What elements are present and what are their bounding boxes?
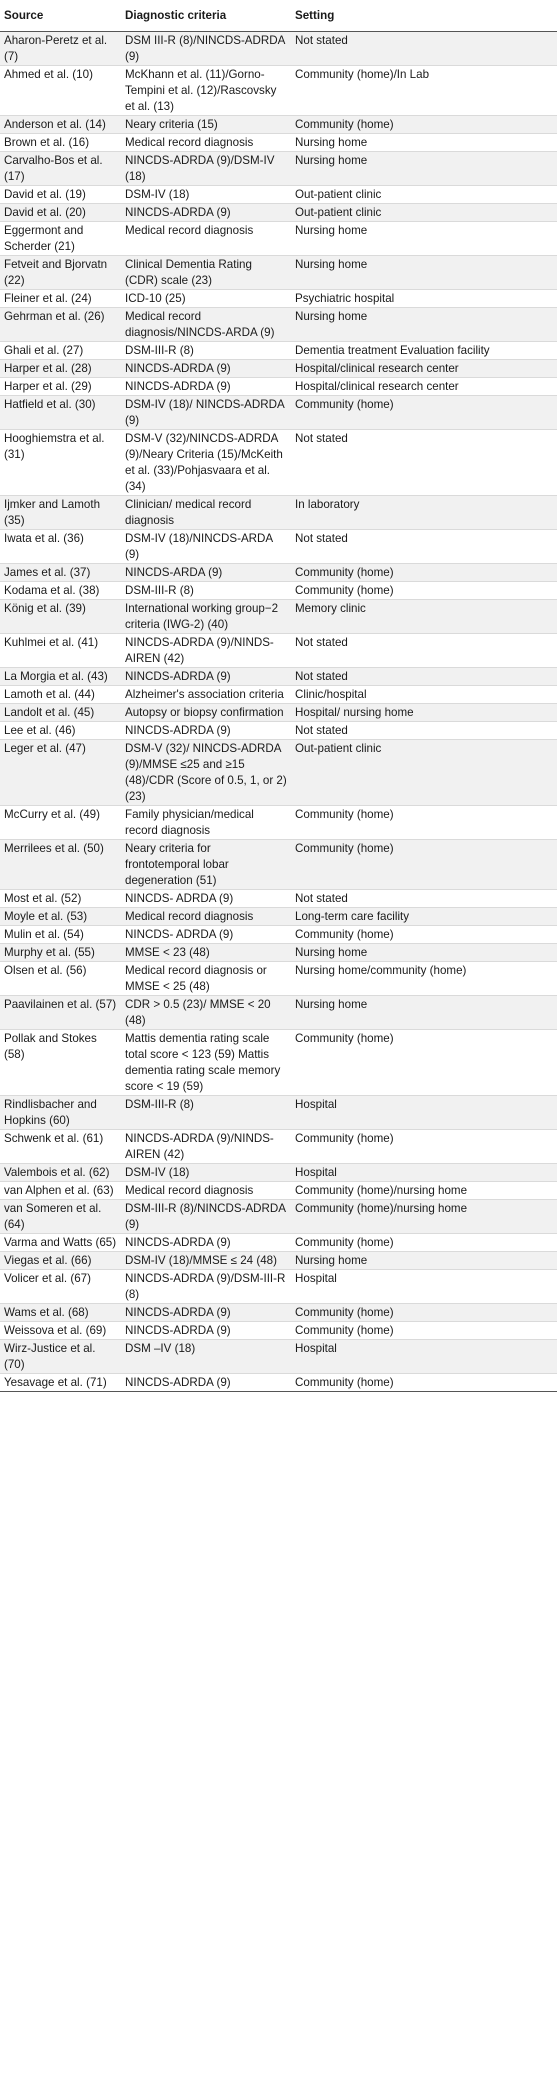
- cell-diagnostic-criteria: DSM-IV (18)/ NINCDS-ADRDA (9): [121, 396, 291, 430]
- cell-setting: Nursing home: [291, 222, 557, 256]
- cell-setting: Not stated: [291, 890, 557, 908]
- cell-setting: Community (home): [291, 1374, 557, 1392]
- cell-diagnostic-criteria: DSM III-R (8)/NINCDS-ADRDA (9): [121, 32, 291, 66]
- cell-setting: Nursing home: [291, 1252, 557, 1270]
- header-source: Source: [0, 0, 121, 32]
- cell-source: Wirz-Justice et al. (70): [0, 1340, 121, 1374]
- table-row: [0, 496, 557, 530]
- cell-source: Ahmed et al. (10): [0, 66, 121, 116]
- cell-diagnostic-criteria: Neary criteria for frontotemporal lobar degeneration (51): [121, 840, 291, 890]
- cell-diagnostic-criteria: NINCDS-ADRDA (9): [121, 1322, 291, 1340]
- cell-setting: Community (home)/nursing home: [291, 1200, 557, 1234]
- cell-setting: Nursing home: [291, 134, 557, 152]
- cell-source: Hooghiemstra et al. (31): [0, 430, 121, 496]
- table-row: [0, 1252, 557, 1270]
- cell-diagnostic-criteria: NINCDS-ADRDA (9): [121, 204, 291, 222]
- cell-source: Aharon-Peretz et al. (7): [0, 32, 121, 66]
- table-row: [0, 204, 557, 222]
- cell-setting: Hospital: [291, 1096, 557, 1130]
- cell-source: Harper et al. (28): [0, 360, 121, 378]
- cell-diagnostic-criteria: NINCDS- ADRDA (9): [121, 890, 291, 908]
- cell-source: Landolt et al. (45): [0, 704, 121, 722]
- cell-source: Viegas et al. (66): [0, 1252, 121, 1270]
- table-row: [0, 926, 557, 944]
- table-row: [0, 1234, 557, 1252]
- cell-setting: Community (home): [291, 396, 557, 430]
- cell-setting: Not stated: [291, 722, 557, 740]
- cell-source: Kodama et al. (38): [0, 582, 121, 600]
- table-row: [0, 152, 557, 186]
- table-row: [0, 290, 557, 308]
- cell-source: van Alphen et al. (63): [0, 1182, 121, 1200]
- cell-source: Lee et al. (46): [0, 722, 121, 740]
- cell-source: Fleiner et al. (24): [0, 290, 121, 308]
- table-row: [0, 256, 557, 290]
- cell-source: La Morgia et al. (43): [0, 668, 121, 686]
- cell-diagnostic-criteria: NINCDS-ADRDA (9): [121, 378, 291, 396]
- cell-source: Mulin et al. (54): [0, 926, 121, 944]
- table-row: [0, 134, 557, 152]
- cell-source: Rindlisbacher and Hopkins (60): [0, 1096, 121, 1130]
- cell-setting: Nursing home: [291, 996, 557, 1030]
- cell-diagnostic-criteria: DSM-V (32)/ NINCDS-ADRDA (9)/MMSE ≤25 and ≥15 (48)/CDR (Score of 0.5, 1, or 2) (23): [121, 740, 291, 806]
- cell-setting: Hospital/clinical research center: [291, 378, 557, 396]
- cell-diagnostic-criteria: Medical record diagnosis: [121, 1182, 291, 1200]
- table-row: [0, 222, 557, 256]
- table-row: [0, 840, 557, 890]
- table-row: [0, 116, 557, 134]
- cell-diagnostic-criteria: DSM-III-R (8): [121, 342, 291, 360]
- cell-source: Ijmker and Lamoth (35): [0, 496, 121, 530]
- table-row: [0, 430, 557, 496]
- cell-setting: Hospital: [291, 1340, 557, 1374]
- table-row: [0, 360, 557, 378]
- cell-source: König et al. (39): [0, 600, 121, 634]
- table-row: [0, 1096, 557, 1130]
- cell-setting: Community (home): [291, 564, 557, 582]
- table-row: [0, 564, 557, 582]
- table-row: [0, 530, 557, 564]
- cell-source: Weissova et al. (69): [0, 1322, 121, 1340]
- cell-setting: Memory clinic: [291, 600, 557, 634]
- table-row: [0, 186, 557, 204]
- table-row: [0, 634, 557, 668]
- cell-source: Schwenk et al. (61): [0, 1130, 121, 1164]
- cell-source: Paavilainen et al. (57): [0, 996, 121, 1030]
- cell-setting: Community (home): [291, 840, 557, 890]
- table-row: [0, 1304, 557, 1322]
- table-row: [0, 308, 557, 342]
- table-row: [0, 600, 557, 634]
- cell-source: Leger et al. (47): [0, 740, 121, 806]
- header-diagnostic-criteria: Diagnostic criteria: [121, 0, 291, 32]
- cell-diagnostic-criteria: DSM-III-R (8): [121, 582, 291, 600]
- cell-source: Wams et al. (68): [0, 1304, 121, 1322]
- cell-setting: In laboratory: [291, 496, 557, 530]
- table-row: [0, 1130, 557, 1164]
- cell-source: Most et al. (52): [0, 890, 121, 908]
- table-row: [0, 1270, 557, 1304]
- cell-diagnostic-criteria: NINCDS- ADRDA (9): [121, 926, 291, 944]
- table-row: [0, 806, 557, 840]
- cell-setting: Hospital: [291, 1164, 557, 1182]
- cell-setting: Out-patient clinic: [291, 186, 557, 204]
- table-row: [0, 378, 557, 396]
- cell-diagnostic-criteria: NINCDS-ADRDA (9)/DSM-IV (18): [121, 152, 291, 186]
- cell-diagnostic-criteria: DSM-III-R (8): [121, 1096, 291, 1130]
- cell-diagnostic-criteria: Alzheimer's association criteria: [121, 686, 291, 704]
- cell-source: Ghali et al. (27): [0, 342, 121, 360]
- cell-diagnostic-criteria: DSM-IV (18)/MMSE ≤ 24 (48): [121, 1252, 291, 1270]
- cell-setting: Community (home): [291, 1234, 557, 1252]
- cell-diagnostic-criteria: NINCDS-ADRDA (9): [121, 668, 291, 686]
- cell-diagnostic-criteria: NINCDS-ADRDA (9): [121, 1234, 291, 1252]
- cell-source: van Someren et al. (64): [0, 1200, 121, 1234]
- cell-diagnostic-criteria: DSM-V (32)/NINCDS-ADRDA (9)/Neary Criteria (15)/McKeith et al. (33)/Pohjasvaara et al. (34): [121, 430, 291, 496]
- cell-diagnostic-criteria: CDR > 0.5 (23)/ MMSE < 20 (48): [121, 996, 291, 1030]
- cell-diagnostic-criteria: Medical record diagnosis: [121, 222, 291, 256]
- cell-diagnostic-criteria: DSM-IV (18): [121, 186, 291, 204]
- cell-setting: Community (home): [291, 1304, 557, 1322]
- cell-diagnostic-criteria: DSM-III-R (8)/NINCDS-ADRDA (9): [121, 1200, 291, 1234]
- table-row: [0, 944, 557, 962]
- table-row: [0, 396, 557, 430]
- cell-source: Carvalho-Bos et al. (17): [0, 152, 121, 186]
- cell-setting: Community (home): [291, 926, 557, 944]
- cell-setting: Not stated: [291, 530, 557, 564]
- cell-source: Hatfield et al. (30): [0, 396, 121, 430]
- cell-diagnostic-criteria: MMSE < 23 (48): [121, 944, 291, 962]
- table-row: [0, 908, 557, 926]
- table-row: [0, 32, 557, 66]
- cell-diagnostic-criteria: Clinical Dementia Rating (CDR) scale (23): [121, 256, 291, 290]
- table-row: [0, 722, 557, 740]
- cell-source: Merrilees et al. (50): [0, 840, 121, 890]
- cell-setting: Not stated: [291, 668, 557, 686]
- cell-setting: Long-term care facility: [291, 908, 557, 926]
- cell-diagnostic-criteria: Medical record diagnosis or MMSE < 25 (48): [121, 962, 291, 996]
- cell-source: Varma and Watts (65): [0, 1234, 121, 1252]
- table-row: [0, 704, 557, 722]
- cell-source: Kuhlmei et al. (41): [0, 634, 121, 668]
- table-row: [0, 342, 557, 360]
- cell-source: Fetveit and Bjorvatn (22): [0, 256, 121, 290]
- cell-diagnostic-criteria: Clinician/ medical record diagnosis: [121, 496, 291, 530]
- cell-diagnostic-criteria: NINCDS-ADRDA (9)/NINDS-AIREN (42): [121, 1130, 291, 1164]
- cell-source: Gehrman et al. (26): [0, 308, 121, 342]
- cell-setting: Psychiatric hospital: [291, 290, 557, 308]
- table-body: [0, 32, 557, 1392]
- cell-source: Valembois et al. (62): [0, 1164, 121, 1182]
- cell-source: Yesavage et al. (71): [0, 1374, 121, 1392]
- cell-setting: Nursing home/community (home): [291, 962, 557, 996]
- cell-diagnostic-criteria: Medical record diagnosis: [121, 908, 291, 926]
- table-row: [0, 668, 557, 686]
- cell-setting: Community (home): [291, 1130, 557, 1164]
- cell-diagnostic-criteria: Autopsy or biopsy confirmation: [121, 704, 291, 722]
- cell-diagnostic-criteria: DSM –IV (18): [121, 1340, 291, 1374]
- cell-setting: Out-patient clinic: [291, 740, 557, 806]
- cell-diagnostic-criteria: Medical record diagnosis/NINCDS-ARDA (9): [121, 308, 291, 342]
- table-row: [0, 740, 557, 806]
- cell-diagnostic-criteria: International working group−2 criteria (IWG-2) (40): [121, 600, 291, 634]
- cell-setting: Community (home): [291, 116, 557, 134]
- cell-setting: Community (home): [291, 806, 557, 840]
- cell-diagnostic-criteria: NINCDS-ADRDA (9)/NINDS-AIREN (42): [121, 634, 291, 668]
- cell-diagnostic-criteria: NINCDS-ADRDA (9): [121, 1374, 291, 1392]
- cell-setting: Nursing home: [291, 944, 557, 962]
- cell-setting: Not stated: [291, 634, 557, 668]
- cell-setting: Hospital: [291, 1270, 557, 1304]
- cell-source: Moyle et al. (53): [0, 908, 121, 926]
- table-row: [0, 686, 557, 704]
- cell-setting: Nursing home: [291, 308, 557, 342]
- table-row: [0, 1164, 557, 1182]
- cell-source: McCurry et al. (49): [0, 806, 121, 840]
- cell-source: James et al. (37): [0, 564, 121, 582]
- cell-setting: Community (home)/In Lab: [291, 66, 557, 116]
- table-row: [0, 1374, 557, 1392]
- cell-source: Lamoth et al. (44): [0, 686, 121, 704]
- cell-setting: Community (home): [291, 1322, 557, 1340]
- cell-diagnostic-criteria: NINCDS-ADRDA (9): [121, 722, 291, 740]
- header-setting: Setting: [291, 0, 557, 32]
- cell-setting: Not stated: [291, 32, 557, 66]
- cell-source: Anderson et al. (14): [0, 116, 121, 134]
- cell-diagnostic-criteria: NINCDS-ARDA (9): [121, 564, 291, 582]
- cell-diagnostic-criteria: Mattis dementia rating scale total score < 123 (59) Mattis dementia rating scale memory score < 19 (59): [121, 1030, 291, 1096]
- cell-diagnostic-criteria: DSM-IV (18): [121, 1164, 291, 1182]
- cell-source: Eggermont and Scherder (21): [0, 222, 121, 256]
- table-row: [0, 1340, 557, 1374]
- cell-setting: Community (home): [291, 1030, 557, 1096]
- cell-setting: Nursing home: [291, 152, 557, 186]
- table-row: [0, 582, 557, 600]
- cell-diagnostic-criteria: ICD-10 (25): [121, 290, 291, 308]
- cell-diagnostic-criteria: NINCDS-ADRDA (9): [121, 360, 291, 378]
- table-row: [0, 962, 557, 996]
- header-row: [0, 0, 557, 32]
- cell-source: David et al. (20): [0, 204, 121, 222]
- cell-diagnostic-criteria: NINCDS-ADRDA (9)/DSM-III-R (8): [121, 1270, 291, 1304]
- cell-source: Murphy et al. (55): [0, 944, 121, 962]
- cell-diagnostic-criteria: McKhann et al. (11)/Gorno-Tempini et al. (12)/Rascovsky et al. (13): [121, 66, 291, 116]
- cell-setting: Community (home): [291, 582, 557, 600]
- cell-source: Olsen et al. (56): [0, 962, 121, 996]
- table-row: [0, 1030, 557, 1096]
- cell-source: Iwata et al. (36): [0, 530, 121, 564]
- table-row: [0, 890, 557, 908]
- table-row: [0, 996, 557, 1030]
- table-row: [0, 1182, 557, 1200]
- table-row: [0, 66, 557, 116]
- cell-setting: Nursing home: [291, 256, 557, 290]
- cell-source: Brown et al. (16): [0, 134, 121, 152]
- cell-source: Volicer et al. (67): [0, 1270, 121, 1304]
- cell-setting: Hospital/clinical research center: [291, 360, 557, 378]
- cell-source: Pollak and Stokes (58): [0, 1030, 121, 1096]
- cell-setting: Clinic/hospital: [291, 686, 557, 704]
- cell-setting: Community (home)/nursing home: [291, 1182, 557, 1200]
- cell-source: Harper et al. (29): [0, 378, 121, 396]
- cell-setting: Not stated: [291, 430, 557, 496]
- cell-diagnostic-criteria: NINCDS-ADRDA (9): [121, 1304, 291, 1322]
- table-header: [0, 0, 557, 32]
- cell-setting: Hospital/ nursing home: [291, 704, 557, 722]
- cell-setting: Out-patient clinic: [291, 204, 557, 222]
- table-row: [0, 1200, 557, 1234]
- cell-diagnostic-criteria: DSM-IV (18)/NINCDS-ARDA (9): [121, 530, 291, 564]
- table-row: [0, 1322, 557, 1340]
- cell-setting: Dementia treatment Evaluation facility: [291, 342, 557, 360]
- cell-diagnostic-criteria: Medical record diagnosis: [121, 134, 291, 152]
- cell-diagnostic-criteria: Family physician/medical record diagnosis: [121, 806, 291, 840]
- cell-diagnostic-criteria: Neary criteria (15): [121, 116, 291, 134]
- cell-source: David et al. (19): [0, 186, 121, 204]
